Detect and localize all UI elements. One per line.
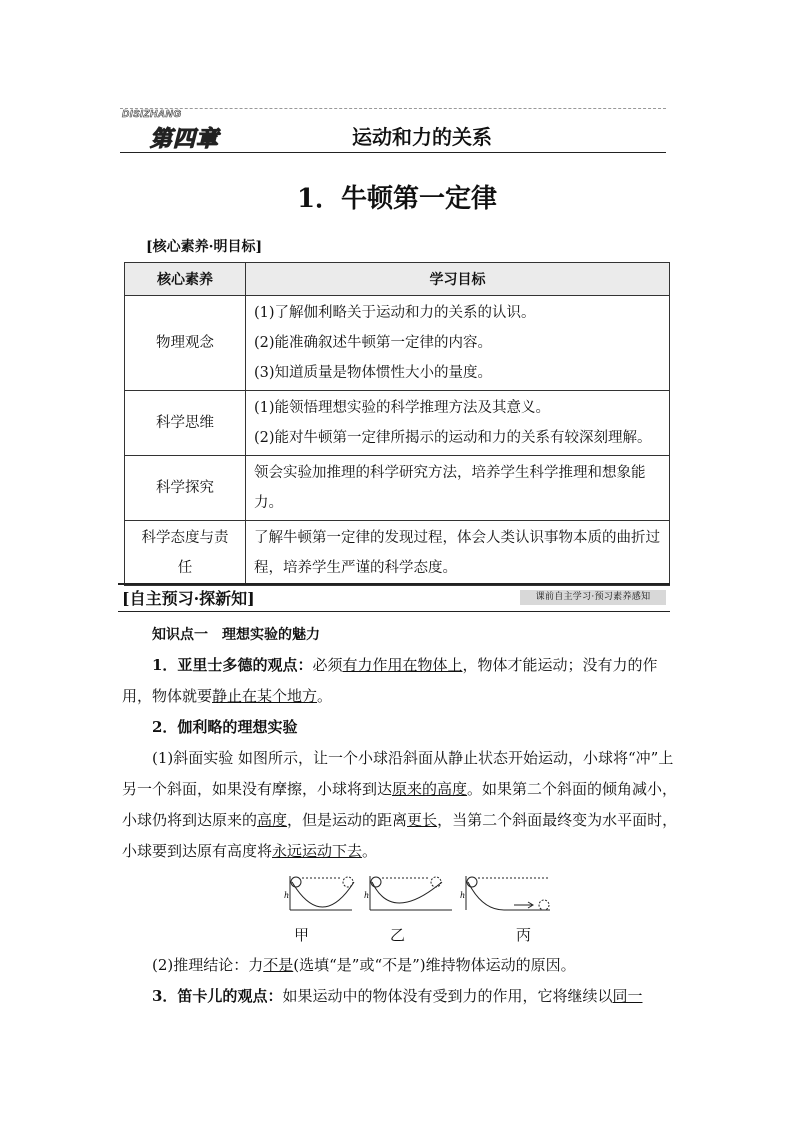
row-category: 科学态度与责任 [125, 521, 246, 586]
goal-item: (1)了解伽利略关于运动和力的关系的认识。 [254, 305, 536, 321]
paragraph-number: 1．亚里士多德的观点： [152, 656, 313, 674]
track-curve [468, 882, 550, 910]
chapter-pinyin: DISIZHANG [122, 109, 182, 120]
text-run: 。 [317, 687, 333, 705]
paragraph-incline-experiment [122, 743, 678, 867]
goal-item: (1)能领悟理想实验的科学推理方法及其意义。 [254, 400, 551, 416]
table-row [125, 456, 670, 521]
answer-blank: 静止在某个地方 [212, 687, 318, 705]
row-category: 物理观念 [125, 296, 246, 391]
goal-item: 了解牛顿第一定律的发现过程，体会人类认识事物本质的曲折过程，培养学生严谨的科学态度。 [254, 530, 660, 576]
text-run: ，物体才能运动；没有力的作用，物体就要 [122, 656, 658, 705]
answer-blank: 永远运动下去 [272, 842, 363, 860]
answer-blank: 不是 [263, 956, 294, 974]
core-section-label: [核心素养·明目标] [146, 239, 263, 255]
paragraph-number: 3．笛卡儿的观点： [152, 987, 283, 1005]
ball-dashed [343, 877, 353, 887]
ball-dashed [431, 877, 441, 887]
table-row [125, 391, 670, 456]
ball-dashed [539, 900, 549, 910]
preview-section-tag: 课前自主学习·预习素养感知 [520, 590, 666, 605]
text-run: ，但是运动的距离 [287, 811, 408, 829]
text-run: ，当第二个斜面最终变为水平面时，小球要到达原有高度将 [122, 811, 678, 860]
text-run: (2)推理结论：力 [152, 956, 264, 974]
goal-item: (2)能准确叙述牛顿第一定律的内容。 [254, 335, 493, 351]
height-label: h [364, 891, 370, 900]
col-header-category: 核心素养 [125, 263, 246, 296]
chapter-label: 第四章 [150, 127, 220, 152]
figure-label-yi: 乙 [390, 926, 406, 944]
row-goals [246, 391, 670, 456]
figure-label-bing: 丙 [516, 926, 532, 944]
text-run: (1)斜面实验 如图所示，让一个小球沿斜面从静止状态开始运动，小球将“冲”上另一个斜面，如果没有摩擦，小球将到达 [122, 749, 674, 798]
height-label: h [460, 891, 466, 900]
row-goals [246, 521, 670, 586]
figure-label-jia: 甲 [294, 926, 310, 944]
goal-item: (3)知道质量是物体惯性大小的量度。 [254, 365, 493, 381]
text-run: 。如果第二个斜面的倾角减小，小球仍将到达原来的 [122, 780, 678, 829]
answer-blank: 原来的高度 [392, 780, 468, 798]
row-category: 科学思维 [125, 391, 246, 456]
answer-blank: 更长 [407, 811, 438, 829]
text-run: (选填“是”或“不是”)维持物体运动的原因。 [293, 956, 576, 974]
paragraph-conclusion [122, 950, 678, 981]
text-run: 。 [362, 842, 378, 860]
table-header-row [125, 263, 670, 296]
row-goals [246, 456, 670, 521]
paragraph-galileo-heading: 2．伽利略的理想实验 [152, 718, 298, 736]
chapter-title: 运动和力的关系 [352, 125, 492, 149]
knowledge-point-heading: 知识点一 理想实验的魅力 [152, 627, 320, 643]
header-top-rule [120, 108, 666, 109]
preview-section-title: [自主预习·探新知] [122, 589, 255, 608]
col-header-goals: 学习目标 [246, 263, 670, 296]
height-label: h [284, 891, 290, 900]
answer-blank: 有力作用在物体上 [342, 656, 463, 674]
table-row [125, 521, 670, 586]
table-row [125, 296, 670, 391]
goal-item: 领会实验加推理的科学研究方法，培养学生科学推理和想象能力。 [254, 465, 646, 511]
goal-item: (2)能对牛顿第一定律所揭示的运动和力的关系有较深刻理解。 [254, 430, 652, 446]
incline-diagram [282, 872, 552, 922]
row-category: 科学探究 [125, 456, 246, 521]
paragraph-descartes [122, 981, 678, 1012]
answer-blank: 同一 [612, 987, 643, 1005]
text-run: 如果运动中的物体没有受到力的作用，它将继续以 [282, 987, 613, 1005]
paragraph-aristotle [122, 650, 678, 712]
header-rule [120, 152, 666, 153]
row-goals [246, 296, 670, 391]
text-run: 必须 [312, 656, 343, 674]
incline-figure [282, 872, 552, 944]
answer-blank: 高度 [257, 811, 288, 829]
lesson-title: 1．牛顿第一定律 [296, 184, 498, 214]
core-goals-table [124, 262, 670, 586]
